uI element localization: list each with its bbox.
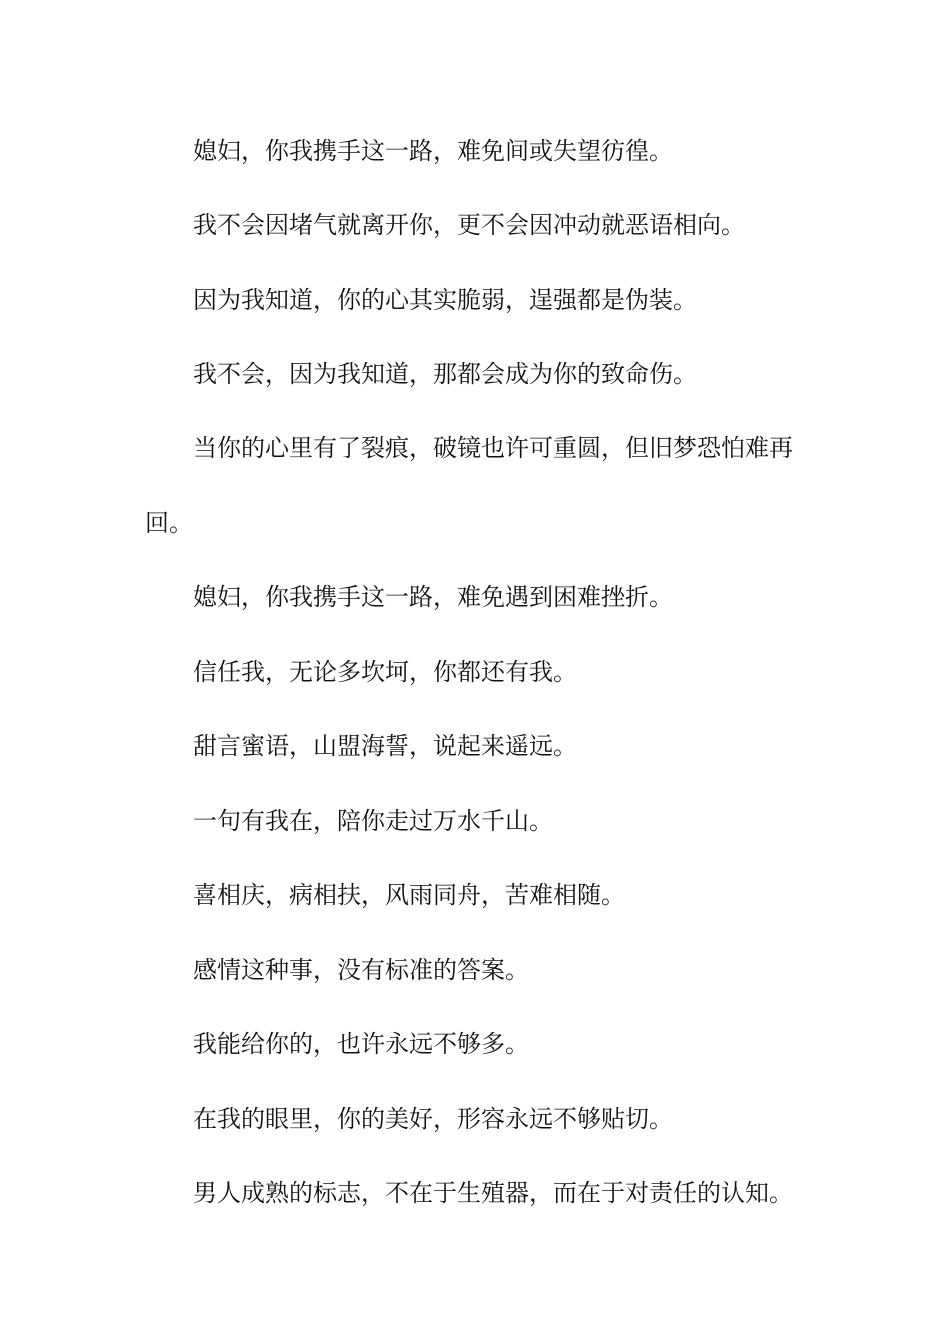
- paragraph-3: 因为我知道，你的心其实脆弱，逞强都是伪装。: [193, 286, 697, 314]
- paragraph-8: 甜言蜜语，山盟海誓，说起来遥远。: [193, 732, 577, 760]
- paragraph-1: 媳妇，你我携手这一路，难免间或失望彷徨。: [193, 137, 673, 165]
- paragraph-11: 感情这种事，没有标准的答案。: [193, 956, 529, 984]
- paragraph-4: 我不会，因为我知道，那都会成为你的致命伤。: [193, 360, 697, 388]
- paragraph-12: 我能给你的，也许永远不够多。: [193, 1030, 529, 1058]
- paragraph-9: 一句有我在，陪你走过万水千山。: [193, 807, 553, 835]
- paragraph-2: 我不会因堵气就离开你，更不会因冲动就恶语相向。: [193, 211, 745, 239]
- paragraph-14: 男人成熟的标志，不在于生殖器，而在于对责任的认知。: [193, 1179, 793, 1207]
- paragraph-5: 当你的心里有了裂痕，破镜也许可重圆，但旧梦恐怕难再回。: [145, 434, 793, 537]
- paragraph-7: 信任我，无论多坎坷，你都还有我。: [193, 658, 577, 686]
- paragraph-6: 媳妇，你我携手这一路，难免遇到困难挫折。: [193, 583, 673, 611]
- paragraph-10: 喜相庆，病相扶，风雨同舟，苦难相随。: [193, 881, 625, 909]
- paragraph-13: 在我的眼里，你的美好，形容永远不够贴切。: [193, 1105, 673, 1133]
